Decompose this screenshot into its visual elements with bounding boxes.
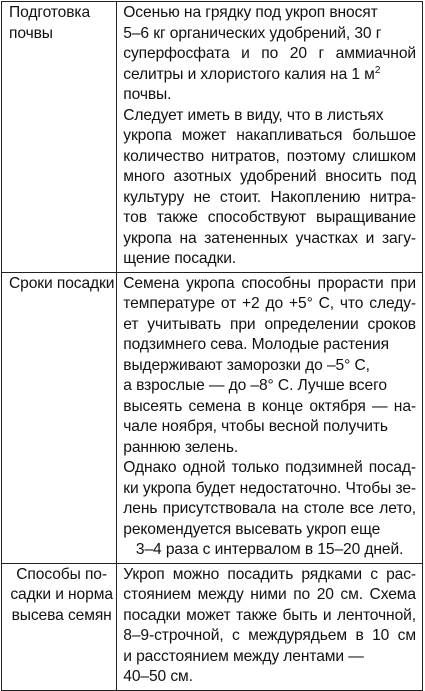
row-text-cell: [117, 2, 423, 273]
text-line: почвы.: [123, 86, 172, 103]
table-row: [2, 272, 423, 563]
text-line: температуре от +2 до +5° С, что следу-: [123, 295, 416, 312]
text-line: тов также способствуют выращивание: [123, 209, 416, 226]
row-label-line: почвы: [9, 24, 53, 42]
text-line: 3–4 раза с интервалом в 15–20 дней.: [135, 541, 404, 558]
row-label-line: Сроки посадки: [9, 274, 115, 292]
text-line-part: селитры и хлористого калия на 1 м: [123, 65, 375, 83]
text-line: стоянием между ними по 20 см. Схема: [123, 586, 416, 603]
text-line: 5–6 кг органических удобрений, 30 г: [123, 24, 382, 42]
row-label-line: Подготовка: [9, 4, 91, 21]
row-label-line: Способы по-: [16, 565, 107, 583]
text-line: суперфосфата и по 20 г аммиачной: [123, 45, 416, 62]
text-line: чале ноября, чтобы весной получить: [123, 418, 388, 435]
text-line: щение посадки.: [123, 250, 237, 267]
text-line: рекомендуется высевать укроп еще: [123, 520, 381, 538]
superscript-exponent: 2: [374, 64, 381, 76]
table-row: [2, 563, 423, 690]
text-line: выдерживают заморозки до –5° С,: [123, 356, 370, 374]
text-line: лень присутствовала на столе все лето,: [123, 500, 416, 517]
text-line: ет учитывать при определении сроков: [123, 315, 416, 333]
text-line: а взрослые — до –8° С. Лучше всего: [123, 377, 387, 394]
text-line: раннюю зелень.: [123, 438, 239, 456]
text-line: посадки может также быть и ленточной,: [123, 606, 416, 624]
text-line: укропа может накапливаться большое: [123, 127, 416, 144]
text-line: количество нитратов, поэтому слишком: [123, 147, 416, 165]
text-line: Следует иметь в виду, что в листьях: [123, 106, 384, 124]
text-line: и расстоянием между лентами —: [123, 647, 364, 665]
text-line: ки укропа будет недостаточно. Чтобы зе-: [123, 479, 416, 497]
agro-table: [1, 1, 423, 691]
text-line: много азотных удобрений вносить под: [123, 168, 416, 185]
text-line: высеять семена в конце октября — на-: [123, 397, 416, 415]
text-line: Однако одной только подзимней посад-: [123, 459, 416, 476]
text-line: 8–9-строчной, с междурядьем в 10 см: [123, 627, 416, 644]
text-line: Семена укропа способны прорасти при: [123, 274, 416, 292]
row-label-line: садки и норма: [10, 586, 113, 603]
text-line: Укроп можно посадить рядками с рас-: [123, 565, 416, 583]
row-label-cell: [2, 272, 117, 563]
row-label-cell: [2, 563, 117, 690]
text-line: укропа на затененных участках и загу-: [123, 229, 416, 247]
text-line: 40–50 см.: [123, 668, 193, 685]
table-row: [2, 2, 423, 273]
text-line: подзимнего сева. Молодые растения: [123, 336, 389, 353]
text-line: Осенью на грядку под укроп вносят: [123, 4, 378, 21]
row-text-cell: [117, 272, 423, 563]
row-label-line: высева семян: [11, 606, 112, 624]
text-line: культуру не стоит. Накоплению нитра-: [123, 188, 416, 206]
row-label-cell: [2, 2, 117, 273]
text-line: [123, 65, 416, 86]
row-text-cell: [117, 563, 423, 690]
